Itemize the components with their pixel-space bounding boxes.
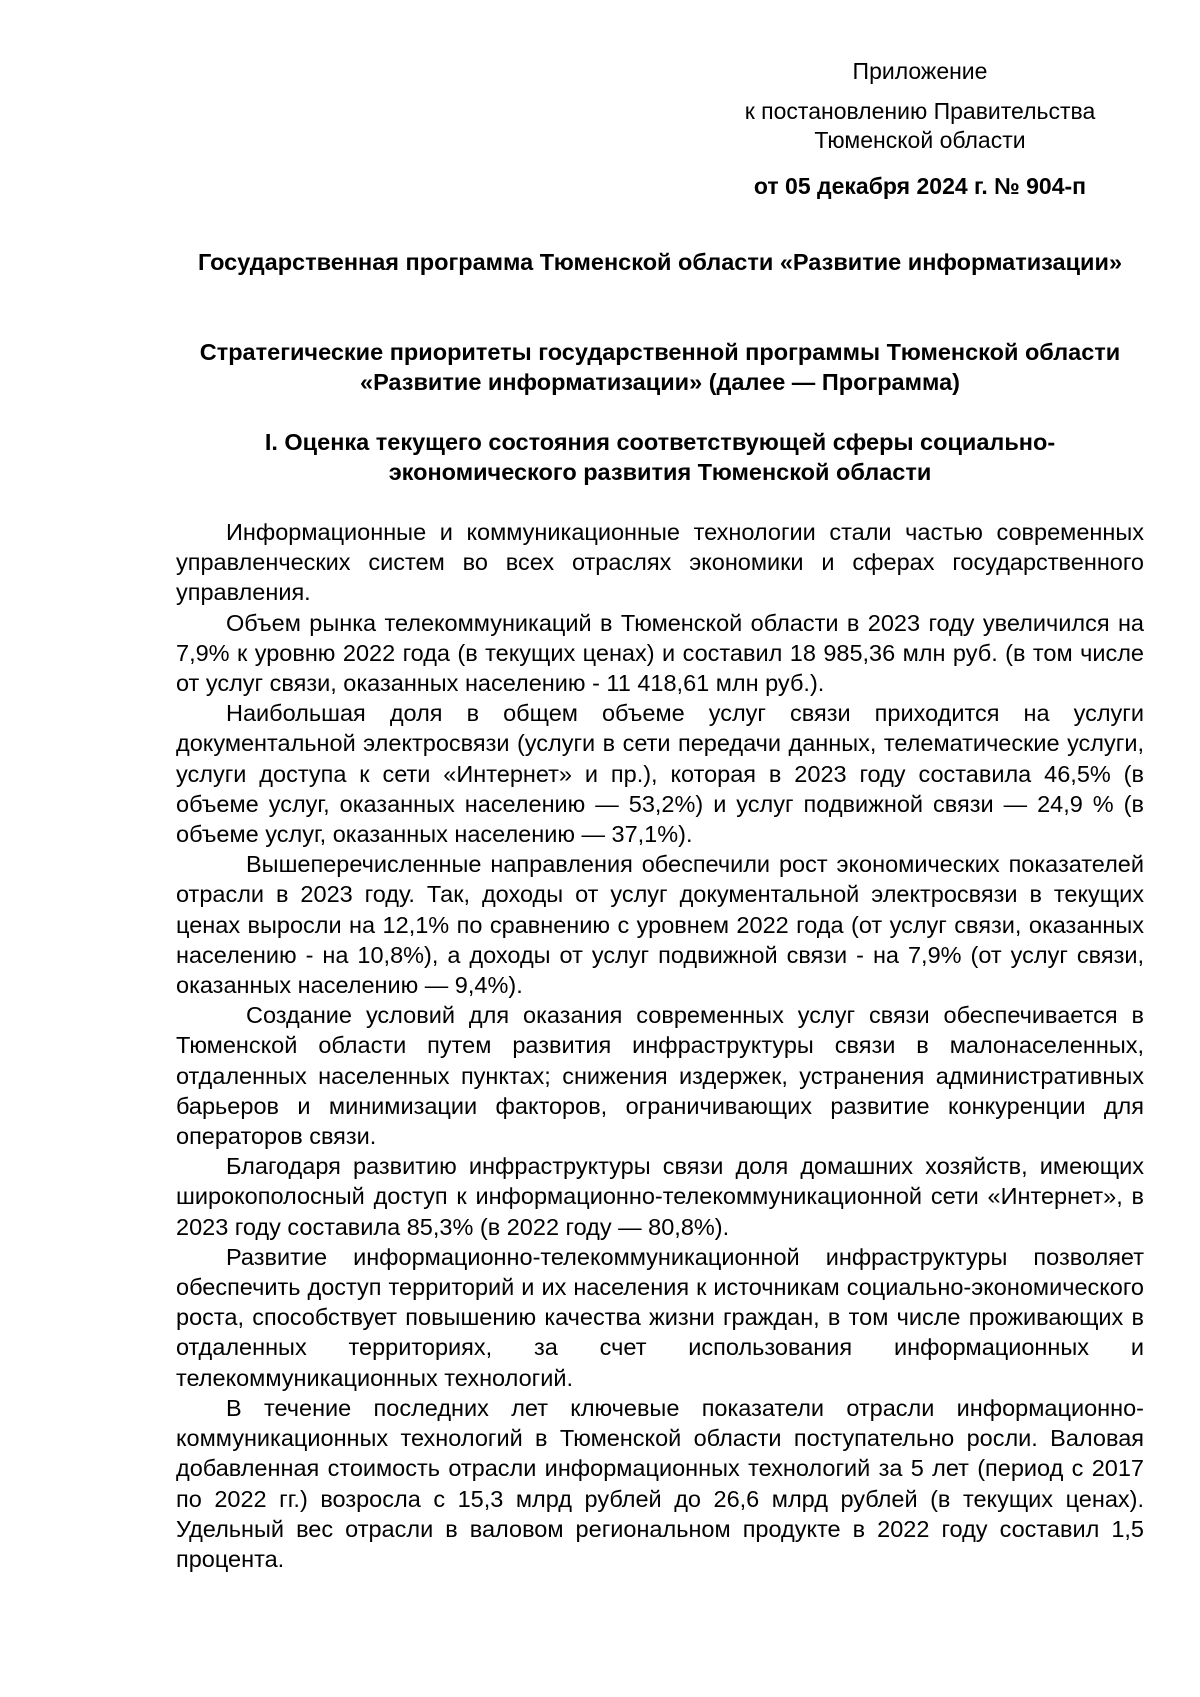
paragraph-ict-role: Информационные и коммуникационные технологии стали частью современных управленческих систем во всех отраслях экономики и сферах государственного управления. bbox=[176, 519, 1144, 606]
paragraph-revenue-growth: Вышеперечисленные направления обеспечили рост экономических показателей отрасли в 2023 году. Так, доходы от услуг документальной электросвязи в текущих ценах выросли на 12,1% по сравнению с уровнем 2022 года (от услуг связи, оказанных населению - на 10,8%), а доходы от услуг подвижной связи - на 7,9% (от услуг связи, оказанных населению — 9,4%). bbox=[176, 851, 1144, 999]
paragraph-service-share: Наибольшая доля в общем объеме услуг связи приходится на услуги документальной электросвязи (услуги в сети передачи данных, телематические услуги, услуги доступа к сети «Интернет» и пр.), которая в 2023 году составила 46,5% (в объеме услуг, оказанных населению — 53,2%) и услуг подвижной связи — 24,9 % (в объеме услуг, оказанных населению — 37,1%). bbox=[176, 700, 1144, 848]
document-body bbox=[176, 517, 1144, 1574]
paragraph-broadband-households: Благодаря развитию инфраструктуры связи доля домашних хозяйств, имеющих широкополосный доступ к информационно-телекоммуникационной сети «Интернет», в 2023 году составила 85,3% (в 2022 году — 80,8%). bbox=[176, 1153, 1144, 1240]
paragraph-ict-infrastructure: Развитие информационно-телекоммуникационной инфраструктуры позволяет обеспечить доступ территорий и их населения к источникам социально-экономического роста, способствует повышению качества жизни граждан, в том числе проживающих в отдаленных территориях, за счет использования информационных и телекоммуникационных технологий. bbox=[176, 1243, 1144, 1391]
appendix-reference: к постановлению Правительства Тюменской области bbox=[744, 98, 1096, 153]
paragraph-key-indicators: В течение последних лет ключевые показатели отрасли информационно-коммуникационных технологий в Тюменской области поступательно росли. Валовая добавленная стоимость отрасли информационных технологий за 5 лет (период с 2017 по 2022 гг.) возросла с 15,3 млрд рублей до 26,6 млрд рублей (в текущих ценах). Удельный вес отрасли в валовом региональном продукте в 2022 году составил 1,5 процента. bbox=[176, 1394, 1144, 1572]
paragraph-infrastructure-conditions: Создание условий для оказания современных услуг связи обеспечивается в Тюменской области путем развития инфраструктуры связи в малонаселенных, отдаленных населенных пунктах; снижения издержек, устранения административных барьеров и минимизации факторов, ограничивающих развитие конкуренции для операторов связи. bbox=[176, 1002, 1144, 1150]
paragraph-telecom-market: Объем рынка телекоммуникаций в Тюменской области в 2023 году увеличился на 7,9% к уровню 2022 года (в текущих ценах) и составил 18 985,36 млн руб. (в том числе от услуг связи, оказанных населению - 11 418,61 млн руб.). bbox=[176, 609, 1144, 697]
priorities-heading: Стратегические приоритеты государственной программы Тюменской области «Развитие информатизации» (далее — Программа) bbox=[199, 339, 1121, 395]
program-title: Государственная программа Тюменской области «Развитие информатизации» bbox=[197, 249, 1123, 275]
section-heading: I. Оценка текущего состояния соответствующей сферы социально-экономического развития Тюменской области bbox=[264, 429, 1056, 485]
appendix-date-number: от 05 декабря 2024 г. № 904-п bbox=[753, 173, 1087, 199]
appendix-title: Приложение bbox=[852, 58, 988, 84]
